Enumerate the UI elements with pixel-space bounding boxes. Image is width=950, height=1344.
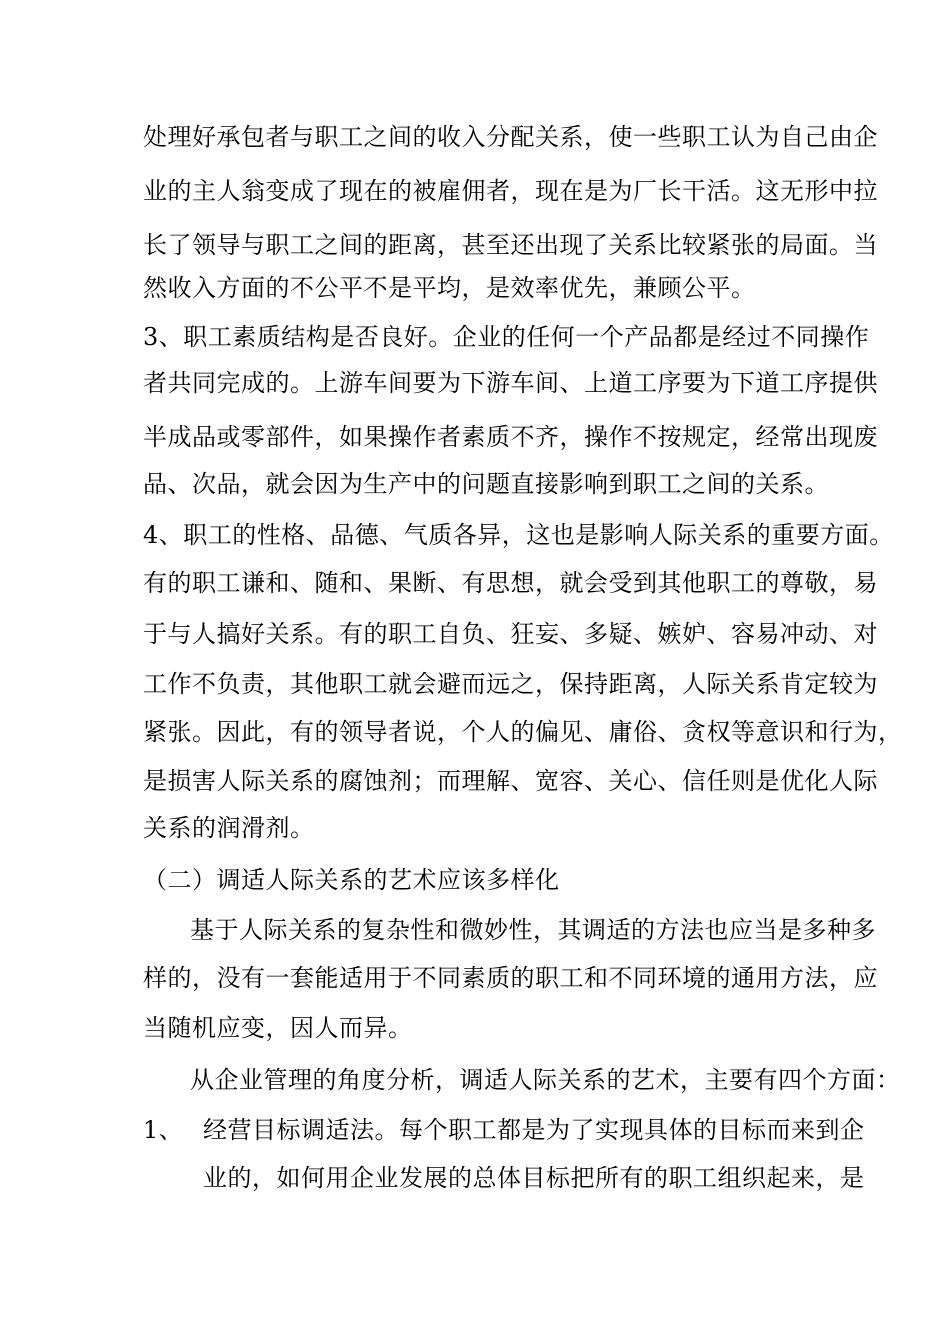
- paragraph-line: 于与人搞好关系。有的职工自负、狂妄、多疑、嫉妒、容易冲动、对: [143, 620, 878, 648]
- list-item-text: 经营目标调适法。每个职工都是为了实现具体的目标而来到企: [203, 1116, 865, 1144]
- paragraph-line: 然收入方面的不公平不是平均，是效率优先，兼顾公平。: [143, 274, 756, 302]
- paragraph-line: 处理好承包者与职工之间的收入分配关系，使一些职工认为自己由企: [143, 123, 878, 151]
- paragraph-line: 基于人际关系的复杂性和微妙性，其调适的方法也应当是多种多: [190, 916, 876, 944]
- paragraph-line: 紧张。因此，有的领导者说，个人的偏见、庸俗、贪权等意识和行为，: [143, 718, 903, 746]
- paragraph-line: 品、次品，就会因为生产中的问题直接影响到职工之间的关系。: [143, 470, 829, 498]
- paragraph-line: 从企业管理的角度分析，调适人际关系的艺术，主要有四个方面：: [190, 1066, 901, 1094]
- paragraph-line: 当随机应变，因人而异。: [143, 1014, 413, 1042]
- paragraph-line: 长了领导与职工之间的距离，甚至还出现了关系比较紧张的局面。当: [143, 231, 878, 259]
- paragraph-line: 样的，没有一套能适用于不同素质的职工和不同环境的通用方法，应: [143, 964, 878, 992]
- paragraph-line: 半成品或零部件，如果操作者素质不齐，操作不按规定，经常出现废: [143, 423, 878, 451]
- paragraph-line: 有的职工谦和、随和、果断、有思想，就会受到其他职工的尊敬，易: [143, 569, 878, 597]
- list-item-4-line: 4、职工的性格、品德、气质各异，这也是影响人际关系的重要方面。: [143, 521, 894, 549]
- paragraph-line: 关系的润滑剂。: [143, 814, 315, 842]
- paragraph-line: 者共同完成的。上游车间要为下游车间、上道工序要为下道工序提供: [143, 369, 878, 397]
- paragraph-line: 工作不负责，其他职工就会避而远之，保持距离，人际关系肯定较为: [143, 670, 878, 698]
- list-item-text: 业的，如何用企业发展的总体目标把所有的职工组织起来，是: [203, 1164, 865, 1192]
- paragraph-line: 业的主人翁变成了现在的被雇佣者，现在是为厂长干活。这无形中拉: [143, 177, 878, 205]
- list-item-3-line: 3、职工素质结构是否良好。企业的任何一个产品都是经过不同操作: [143, 323, 870, 351]
- list-number: 1、: [143, 1116, 184, 1144]
- section-heading: （二）调适人际关系的艺术应该多样化: [143, 866, 560, 894]
- paragraph-line: 是损害人际关系的腐蚀剂；而理解、宽容、关心、信任则是优化人际: [143, 767, 878, 795]
